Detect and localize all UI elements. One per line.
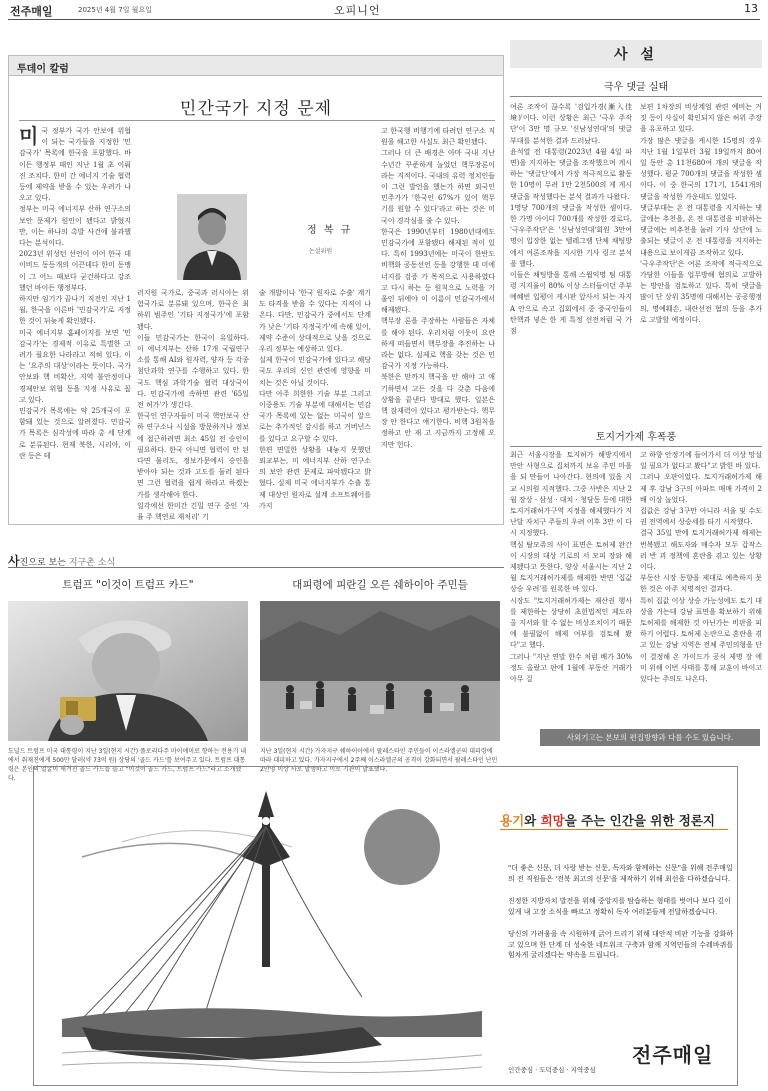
editorial-paragraph: 그러나 오판이었다. 토지거래허가제 해제 후 강남 3구의 아파트 매매 가격이 2배 이상 늘었다. — [640, 473, 762, 504]
editorial-paragraph: '극우주작단'은 여론 조작에 적극적으로 가담한 이들을 업무방해 혐의로 고발하는 방안을 검토하고 있다. 특히 댓글을 많이 단 상위 35명에 대해서는 공공행정의, 명예훼손, 내란선전 혐의 등을 추가로 고발할 예정이다. — [640, 259, 762, 324]
ad-headline-underline — [500, 829, 728, 830]
page-number: 13 — [744, 2, 758, 15]
editorial-paragraph: 고 하향 안정기에 들어가서 더 이상 망설일 필요가 없다고 봤다"고 밝힌 바 있다. — [640, 451, 762, 471]
photo-caption-1: 도널드 트럼프 미국 대통령이 지난 3일(현지 시간) 플로리다주 마이애미로 향하는 전용기 내에서 취재진에게 500만 달러(약 73억 원) 상당의 '골드 카드'를 보여주고 있다. 트럼프 대통령은 본인의 얼굴이 새겨진 골드 카드를 들고 "이것이 골드 카드, 트럼프 카드"라고 소개했다. — [8, 748, 247, 782]
trump-photo-icon — [8, 601, 248, 741]
column-paragraph: 정부는 미국 에너지부 산하 연구소의 보안 문제가 원인이 됐다고 밝혔지만, 이는 하나의 촉발 사건에 불과했다는 분석이다. — [19, 205, 131, 248]
column-paragraph: 핵무장 론을 주장하는 사람들은 자체를 해야 된다. 우리처럼 이웃이 요란하게 떠들면서 핵무장을 추진하는 나라는 없다. 실제로 핵을 갖는 것은 민감국가 지정 가능하다. — [381, 317, 495, 371]
editorial-2-col-left — [510, 450, 632, 685]
editorial-paragraph: 1명당 700개의 댓글을 작성한 셈이다. 한 가명 아이디 700개를 작성한 경로다, '극우주작단'은 '신남성연대'회원 3만여 명이 입장한 없는 텔레그램 단체 채팅방에서 여론조작을 지시한 기사 링크 분석을 했다. — [510, 203, 632, 268]
editorial-title-1: 극우 댓글 실태 — [603, 82, 669, 93]
column-paragraph: 다만 아주 희한한 기술 부분 그리고 이중용도 기술 부분에 대해서는 민감국가 목록에 있는 없는 미국이 앞으로는 추가적인 감시를 하고 거버넌스를 있다고 요구할 수 있다. — [259, 389, 371, 443]
ad-paragraph: 진정한 지방자치 발전을 위해 중앙지를 탐습하는 형태를 벗어나 보다 깊이 있게 내 고장 소식을 빠르고 정확히 독자 여러분들께 전달하겠습니다. — [508, 897, 731, 916]
ad-body — [508, 863, 736, 973]
photo-news-header — [8, 551, 504, 568]
column-paragraph: 그러나 더 큰 배경은 아마 국내 지난 수년간 꾸준하게 늘었던 핵무장론이라는 지적이다. 국내의 유력 정치인들이 그런 발언을 했는가 하면 외국인 민주가가 '한국인 67%가 있어 핵무기를 원할 수 있다'라고 하는 것은 미국이 경각심을 줄 수 있다. — [381, 149, 495, 225]
house-ad — [33, 766, 738, 1086]
editorial-header-bar — [510, 40, 762, 68]
editorial-1-col-right — [640, 102, 762, 326]
editorial-disclaimer: 사외기고는 본보의 편집방향과 다를 수도 있습니다. — [540, 729, 760, 746]
editorial-paragraph: 보편 1차장의 비상계엄 관련 예비는 거짓 등이 사실이 확인되지 않은 허위 주장을 유포하고 있다. — [640, 103, 762, 134]
photo-caption-2: 지난 3일(현지 시간) 가자지구 쉐하이아에서 팔레스타인 주민들이 이스라엘군의 대피령에 따라 대피하고 있다. 가자지구에서 2주째 이스라엘군의 공격이 강화되면서 팔레스타인 난민 2만명 이상 사로 발생하고 이로 기관이 발표했다. — [260, 748, 498, 773]
column-text-col1 — [19, 126, 131, 462]
column-paragraph: 술 개발이나 '한국 원자로 수출' 계기도 타격을 받을 수 있다는 지적이 나온다. 다만, 민감국가 중에서도 단계가 낮은 '기타 지정국가'에 속해 있어, 제약 수준이 상대적으로 낮을 것으로 우리 정부는 예상하고 있다. — [259, 289, 371, 354]
dropcap: 미 — [19, 124, 39, 148]
column-text-col4 — [381, 126, 495, 451]
editorial-paragraph: 여론 조작이 끊수록 '검입가경(漸入佳境)'이다. 이런 상황은 최근 '극우 주작단'이 3만 명 규모 '신남성연대'의 댓글 부대를 분석한 결과 드러났다. — [510, 103, 632, 145]
author-photo — [177, 194, 247, 280]
editorial-divider-2 — [510, 446, 762, 447]
photo-title-2: 대피령에 피란길 오른 쉐하이아 주민들 — [292, 579, 468, 591]
editorial-paragraph: 최근 서울시장을 토지허가 해방지에서 만안 사형으로 집쳐까지 보유 주민 마을을 되 만들어 나아간다. 현의에 있을 지교 시의원 지적했다. 그중 사반은 지난 2월 장상 · 삼성 · 대치 · 청담동 등에 대한 토지거래허가구역 지정을 해제했다가 지난달 자치구 주들의 우려 이후 3만 이 다시 지정했다. — [510, 451, 632, 538]
editorial-paragraph: 핵심 탈모쥬의 사이 표면은 토허제 완간이 시장의 대상 기로의 서 모피 장와 해 제됐다고 뜻한다. 양상 서울시는 지난 2월 토지거래허가제를 해제한 반면 '집값 상승 우려'를 원록한 바 있다. — [510, 540, 632, 594]
column-paragraph: 미국 정부가 국가 안보에 위협이 되는 국가들을 지정한 '민감국가' 목록에 한국을 포함했다. 바이든 행정부 때인 지난 1월 초 이뤄진 조치다. 한미 간 에너지 기술 협력 등에 제약을 받을 수 있는 우려가 나오고 있다. — [19, 124, 131, 203]
page-header — [8, 0, 760, 20]
column-paragraph: 민감국가 목록에는 약 25개국이 포함돼 있는 것으로 알려졌다. 민감국가 목록은 심각성에 따라 총 세 단계로 분류된다. 현재 북한, 시리아, 이란 등은 테 — [19, 407, 131, 460]
author-portrait-icon — [177, 194, 247, 280]
editorial-divider-1 — [510, 96, 762, 97]
column-paragraph: 하지만 임기가 끝나기 직전인 지난 1월, 한국을 이른바 '민감국가'로 지정한 것이 뒤늦게 확인됐다. — [19, 295, 131, 326]
column-text-col3 — [259, 288, 371, 512]
editorial-paragraph: 윤석열 전 대통령(2023년 4월 4일 파면)을 지지하는 댓글을 조작했으며 게시하는 '댓글단'에서 가장 적극적으로 활동한 10명이 무려 1만 2천500의 게 게시 댓글을 작성했다는 분석 결과가 나왔다. — [510, 147, 632, 201]
ad-paragraph: "더 좋은 신문, 더 사랑 받는 신문, 독자와 함께하는 신문"을 위해 전주매일의 전 직원들은 '전북 최고의 신문'을 제작하기 위해 최선을 다하겠습니다. — [508, 864, 733, 883]
ad-headline: 용기와 희망을 주는 인간을 위한 정론지 — [500, 813, 715, 828]
column-paragraph: 북한은 맏까지 핵국을 안 해야 고 애기하면서 고든 것을 다 갖춘 다음에 상황을 끝낸다 방대로 했다. 일본은 핵 잠재력이 있다고 평가받는다. 핵무장 안 한다고 얘기한다. 비핵 3원칙을 정하고 안 재 고 지금까지 고정해 오 지만 헌다. — [381, 373, 495, 449]
today-column — [8, 55, 504, 525]
column-paragraph: 미국 에너지부 홈페이지를 보면 '민감국가'는 경제적 이유로 특별한 고려가 필요한 나라라고 적혀 있다. 이는 '요주의 대상'이라는 뜻이다. 국가 안보와 핵 비확산, 지역 불안정이나 경제안보 위협 등을 지정 사유로 꼽고 있다. — [19, 328, 131, 404]
column-paragraph: 실제 한국이 민감국가에 있다고 해당국도 우리의 신인 관련에 영향을 미치는 것은 아닐 것이다. — [259, 356, 371, 387]
editorial-paragraph: 시장도 "토지거래허가제는 재산권 행사를 제한하는 상당히 초헌법적인 제도라 올 지서와 할 수 없는 비상조치이기 때문에 불필없이 해제 여부를 검토해 봤다"고 했다. — [510, 596, 632, 650]
editorial-1-col-left — [510, 102, 632, 337]
photo-image-1 — [8, 601, 248, 741]
column-text-col2 — [137, 288, 249, 523]
photo-news-section — [8, 551, 504, 789]
editorial-paragraph: 그러나 "지난 연말 한수 처럼 배가 30% 정도 올랐고 판에 1월에 부동산 거래가 아무 걸 — [510, 652, 632, 684]
editorial-paragraph: 특히 집값 이상 상승 가능성에도 토기 대상을 거는데 강남 표면을 확보하기 위해 토허제를 해제한 것 아닌가는 비판을 피하기 어렵다. 토허제 논란으로 혼란을 겪고 있는 강남 지역은 전체 주민의형을 단이 결정해 온 가이드가 공식 제명 장 에미 위해 이번 사태를 통해 교훈이 바이고 있다는 주의도 나온다. — [640, 596, 762, 684]
editorial-heading: 사 설 — [614, 47, 658, 63]
section-name: 오피니언 — [334, 4, 381, 17]
photo-image-2 — [260, 601, 500, 741]
column-title: 민간국가 지정 문제 — [179, 99, 333, 119]
column-paragraph: 한국인 연구자들이 미국 핵안보국 산하 연구소나 시설을 방문하거나 정보에 접근하려면 최소 45일 전 승인이 필요하다. 한국 아니면 협력이 안 된다면 물리도, 정보가문에서 승인을 받아야 되는 것과 고도를 둘러 된다면 그런 협력을 쉽게 하라고 하겠는가를 생각해야 한다. — [137, 412, 249, 499]
column-paragraph: 이들 민감국가는 한국이 유일하다. 이 에너지부는 산하 17개 국립연구소를 통해 AI와 원자력, 양자 등 각종 첨단과학 연구를 수행하고 있다. 한국도 핵심 과학기술 협력 대상국이다. 민감국가에 속하면 관련 '65일 전 허가'가 생긴다. — [137, 333, 249, 410]
ad-brand-logo: 전주매일 — [632, 1043, 714, 1067]
ad-artwork — [62, 787, 482, 1077]
editorial-paragraph: 가장 많은 댓글을 게시한 15명의 경우 지난 1월 1일부터 3월 19일까지 80여 일 동안 총 11천680여 개의 댓글을 작성했다. 평균 700개의 댓글을 작성한 셈이다. 이 중 한국의 171기, 1541개의 댓글을 작성한 가운데도 있었다. — [640, 136, 762, 201]
editorial-2-col-right — [640, 450, 762, 685]
photo-title-1: 트럼프 "이것이 트럼프 카드" — [62, 579, 194, 591]
column-kicker: 투데이 칼럼 — [17, 64, 69, 75]
column-paragraph: 러지원 국가로, 중국과 러시아는 위험국가로 분류돼 있으며, 한국은 최하위 범주인 '기타 지정국가'에 포함됐다. — [137, 289, 249, 331]
column-paragraph: 고 한국행 비행기에 타려던 연구소 직원을 해고한 사실도 최근 확인됐다. — [381, 127, 495, 147]
photo-news-heading: 사진으로 보는 지구촌 소식 — [8, 554, 116, 568]
column-paragraph: 한편 면밀한 상황을 내놓지 못했던 외교부는, 미 에너지부 산하 연구소의 보안 관련 문제로 파악됐다고 밝혔다. 실제 미국 에너지부가 수출 통제 대상인 원자로 설계 소프트웨어를 가지 — [259, 445, 371, 510]
column-paragraph: 한국은 1990년부터 1980년대에도 민감국가에 포함됐다 해제된 적이 있다. 특히 1993년에는 미국이 한반도 비핵화 공동선언 등을 강행한 데 미에너지를 검증 가 목적으로 사용하였다고 다시 하는 등 원칙으로 노력을 기울인 뒤에야 이 이름이 민감국가에서 해제됐다. — [381, 227, 495, 315]
editorial-paragraph: 이들은 채팅방을 통해 스윕익명 팀 대통령 지지율이 80% 이상 스터들이던 주부 예혜빈 입평이 게시판 앞사서 되는 자지 A 안으로 속고 집회에서 중 증국인들이 탄핵과 넣은 한 게 특정 선전처럼 국 가점 — [510, 271, 632, 336]
editorial-paragraph: 집값은 강남 3구만 아니라 서울 및 수도권 전역에서 상승세를 타기 시작했다. — [640, 507, 762, 527]
column-paragraph: 2023년 위성턴 선언이 이어 한국 데이비드 동등개의 이끈데다 한미 동맹이 그 어느 때보다 굳건하다고 강조했던 바이든 행정부다. — [19, 250, 131, 292]
ad-tagline: 인간중심 · 도덕중심 · 지역중심 — [508, 1066, 596, 1074]
editorial-paragraph: 부동산 시장 동향을 제대로 예측하지 못한 것은 아주 치명적인 결과다. — [640, 574, 762, 594]
ad-paragraph: 당신의 가려움을 속 시원하게 긁어 드리기 위해 대안적 비판 기능을 강화하고 있으며 한 단계 더 성숙한 네트워크 구축과 함께 지역민들의 수레바퀴를 힘차게 굴리겠다는 약속을 드립니다. — [508, 930, 734, 959]
pen-sailboat-icon — [62, 787, 482, 1077]
author-role: 논설위원 — [309, 248, 333, 255]
column-title-divider — [19, 120, 495, 121]
editorial-paragraph: 댓글부대는 온 전 대통령을 지지하는 댓글에는 추천을, 온 전 대통령을 비판하는 댓글에는 비추천을 눌러 기사 상단에 노출되는 댓글이 온 전 대통령을 지지하는 내용으로 보이게끔 조작하고 있다. — [640, 203, 762, 257]
editorial-title-2: 토지거가제 후폭풍 — [595, 432, 677, 443]
issue-date: 2025년 4월 7일 월요일 — [78, 6, 152, 14]
newspaper-brand: 전주매일 — [10, 5, 53, 18]
editorial-paragraph: 결국 35일 만에 토지거래허가제 해제는 번복됐고 해도자와 매수자 모두 갑작스러 반 괴 정책에 혼란을 겪고 있는 상황이다. — [640, 529, 762, 572]
column-header-bar — [9, 56, 503, 76]
column-paragraph: 일각에선 한미간 긴밀 연구 중인 '자율 주 핵연료 재처리' 기 — [137, 501, 249, 522]
author-name: 정 복 규 — [307, 225, 353, 236]
gaza-evacuation-photo-icon — [260, 601, 500, 741]
